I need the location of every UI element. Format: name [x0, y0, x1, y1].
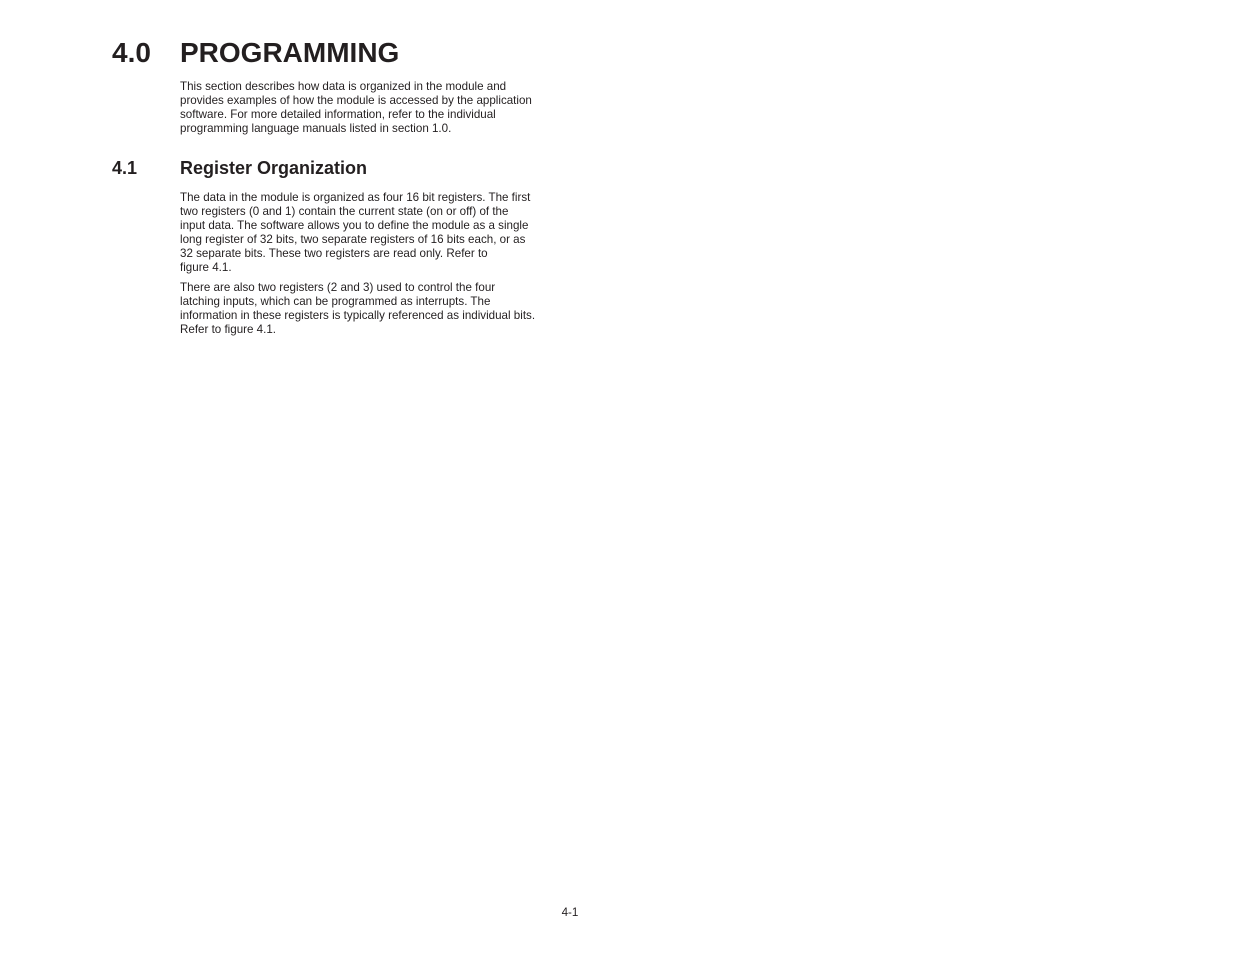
- intro-line: provides examples of how the module is accessed by the application: [180, 94, 532, 107]
- paragraph-line: input data. The software allows you to define the module as a single: [180, 219, 529, 232]
- paragraph-line: There are also two registers (2 and 3) used to control the four: [180, 281, 496, 294]
- subsection-title: Register Organization: [180, 158, 368, 178]
- paragraph-line: two registers (0 and 1) contain the current state (on or off) of the: [180, 205, 509, 218]
- paragraph-line: latching inputs, which can be programmed as interrupts. The: [180, 295, 491, 308]
- paragraph-line: 32 separate bits. These two registers are read only. Refer to: [180, 247, 488, 260]
- intro-line: software. For more detailed information, refer to the individual: [180, 108, 496, 121]
- section-title: PROGRAMMING: [180, 37, 400, 68]
- paragraph-line: figure 4.1.: [180, 261, 232, 274]
- page-number: 4-1: [561, 906, 579, 919]
- intro-paragraph: [180, 80, 570, 136]
- section-heading: [112, 36, 612, 70]
- paragraph-line: information in these registers is typically referenced as individual bits.: [180, 309, 536, 322]
- register-paragraph-2: [180, 281, 570, 337]
- intro-line: This section describes how data is organized in the module and: [180, 80, 507, 93]
- paragraph-line: The data in the module is organized as four 16 bit registers. The first: [180, 191, 531, 204]
- subsection-heading: [112, 157, 612, 179]
- subsection-number: 4.1: [112, 158, 138, 178]
- paragraph-line: long register of 32 bits, two separate registers of 16 bits each, or as: [180, 233, 526, 246]
- register-paragraph-1: [180, 191, 570, 275]
- paragraph-line: Refer to figure 4.1.: [180, 323, 277, 336]
- section-number: 4.0: [112, 37, 151, 68]
- intro-line: programming language manuals listed in section 1.0.: [180, 122, 452, 135]
